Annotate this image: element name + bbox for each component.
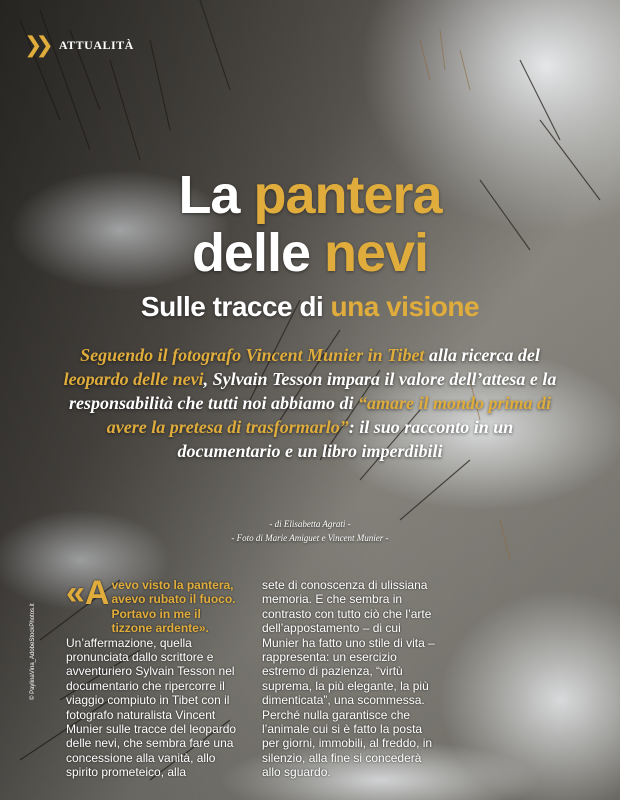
- lead-part-3: leopardo delle nevi: [63, 369, 204, 389]
- body-text-2: sete di conoscenza di ulissiana memoria. E che sembra in contrasto con tutto ciò che l’arte dell’appostamento – di cui Munier ha fatto uno stile di vita – rappresenta: un esercizio estremo di pazienza, “virtù suprema, la più elegante, la più dimenticata”, una scommessa. Perché nulla garantisce che l’animale cui si è fatto la posta per giorni, immobili, al freddo, in silenzio, alla fine si concederà allo sguardo.: [262, 578, 435, 780]
- section-name: ATTUALITÀ: [58, 37, 134, 52]
- title-word-nevi: nevi: [324, 223, 429, 283]
- title-word-la: La: [178, 165, 254, 225]
- subtitle-part-1: Sulle tracce di: [140, 291, 331, 322]
- lead-part-2: alla ricerca del: [424, 345, 540, 365]
- lead-part-6: : il suo racconto in un documentario e un libro imperdibili: [177, 417, 514, 461]
- double-chevron-icon: ❯❯: [24, 32, 47, 58]
- byline-author: - di Elisabetta Agrati -: [269, 519, 351, 529]
- body-column-2: [262, 578, 440, 780]
- subtitle-part-2: una visione: [330, 291, 480, 322]
- section-label: [24, 32, 134, 58]
- body-column-1: [66, 574, 244, 780]
- title-line-1: [0, 165, 620, 225]
- opening-quote-block: [66, 574, 244, 636]
- opening-quote-mark: «A: [66, 574, 110, 612]
- lead-part-5: “amare il mondo prima di avere la pretesa di trasformarlo”: [106, 393, 552, 437]
- title-word-delle: delle: [191, 223, 324, 283]
- photo-credit: © PaylinaVina_AdobeStockPhotos.it: [30, 603, 36, 700]
- lead-part-4: , Sylvain Tesson impara il valore dell’attesa e la responsabilità che tutti noi abbiamo di: [68, 369, 557, 413]
- title-word-pantera: pantera: [253, 165, 442, 225]
- lead-part-1: Seguendo il fotografo Vincent Munier in Tibet: [80, 345, 425, 365]
- lead-paragraph: [60, 343, 560, 463]
- opening-quote-text: vevo visto la pantera, avevo rubato il fuoco. Portavo in me il tizzone ardente».: [111, 578, 236, 636]
- body-text-1: Un’affermazione, quella pronunciata dallo scrittore e avventuriero Sylvain Tesson nel documentario che ripercorre il viaggio compiuto in Tibet con il fotografo naturalista Vincent Munier sulle tracce del leopardo delle nevi, che sembra fare una concessione alla vanità, allo spirito prometeico, alla: [66, 635, 237, 780]
- title-line-2: [0, 223, 620, 283]
- byline-photos: - Foto di Marie Amiguet e Vincent Munier -: [231, 533, 389, 543]
- subtitle: [0, 291, 620, 323]
